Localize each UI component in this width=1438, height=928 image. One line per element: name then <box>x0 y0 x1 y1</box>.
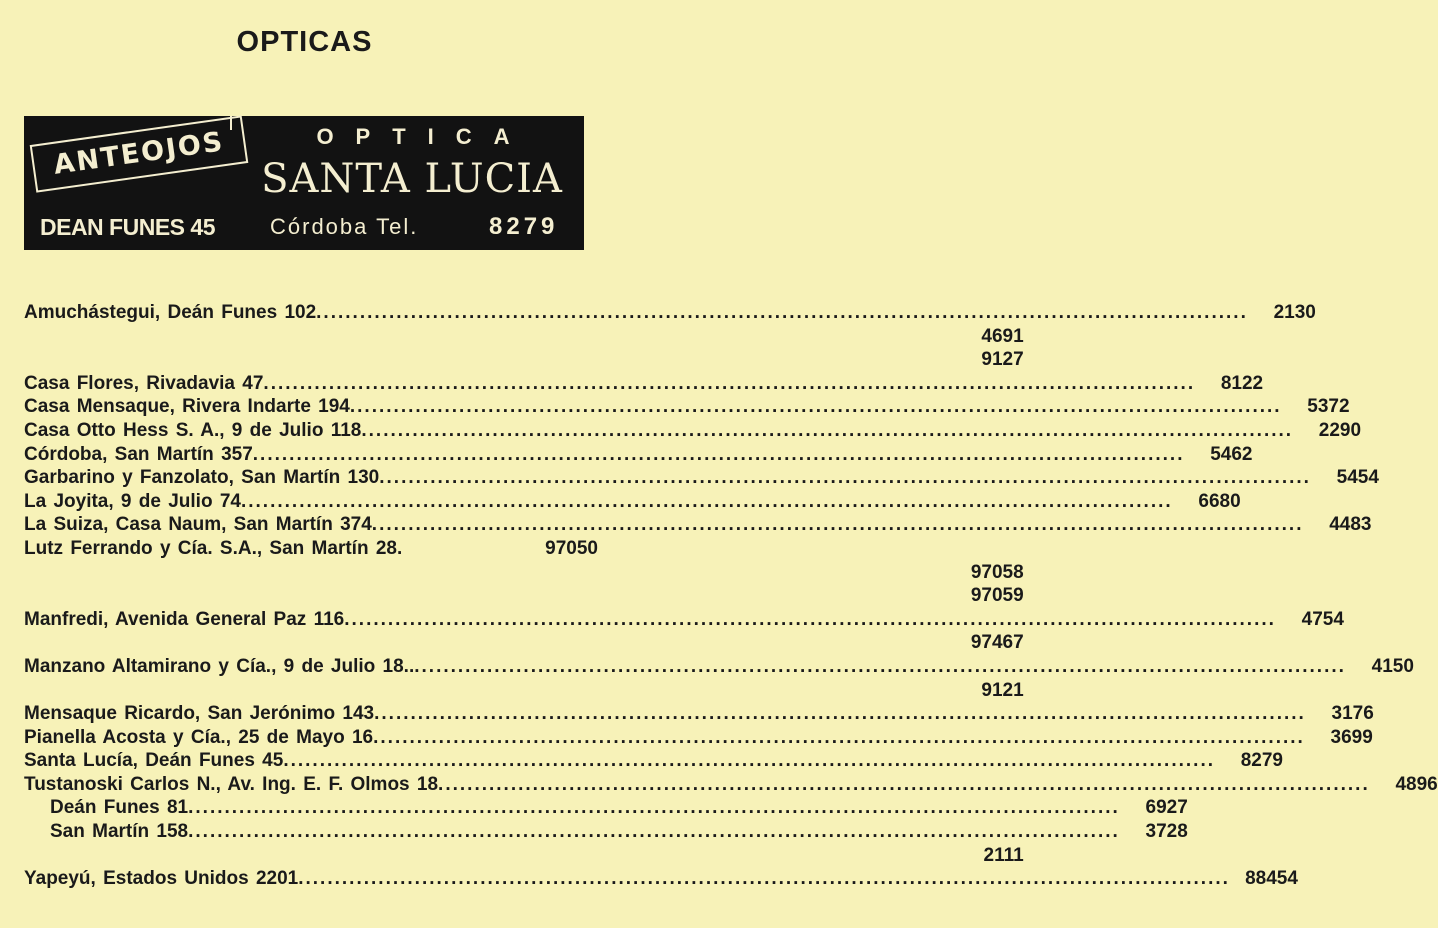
phone-number: 9121 <box>981 679 1024 701</box>
entry-name: Casa Mensaque, Rivera Indarte 194 <box>24 396 350 418</box>
dot-leader <box>253 443 1185 467</box>
dot-leader <box>344 608 1276 632</box>
phone-number: 4754 <box>1301 608 1344 630</box>
phone-number: 6927 <box>1145 797 1188 819</box>
phone-number: 5372 <box>1307 396 1350 418</box>
list-item <box>24 537 598 561</box>
list-item <box>24 702 1374 726</box>
list-item <box>24 561 1024 585</box>
entry-name: Yapeyú, Estados Unidos 2201 <box>24 868 299 890</box>
list-item <box>24 749 1283 773</box>
phone-number: 97050 <box>545 537 598 559</box>
page-heading: OPTICAS <box>236 26 373 58</box>
phone-number: 97058 <box>970 561 1024 583</box>
dot-leader <box>241 490 1173 514</box>
phone-number: 8122 <box>1220 372 1264 394</box>
phone-number: 3699 <box>1330 726 1373 748</box>
list-item <box>24 584 1024 608</box>
list-item <box>24 631 1024 655</box>
phone-number: 4691 <box>981 325 1024 347</box>
dot-leader <box>414 655 1346 679</box>
phone-number: 9127 <box>981 349 1024 371</box>
list-item <box>24 419 1362 443</box>
entry-name: Amuchástegui, Deán Funes 102 <box>24 302 317 323</box>
phone-number: 2290 <box>1318 419 1362 441</box>
list-item <box>24 443 1253 467</box>
phone-number: 3728 <box>1145 821 1188 843</box>
dot-leader <box>350 395 1282 419</box>
phone-number: 6680 <box>1198 490 1241 512</box>
entry-name: Manzano Altamirano y Cía., 9 de Julio 18.. <box>24 655 415 677</box>
list-item <box>24 395 1350 419</box>
list-item <box>24 655 1414 679</box>
entry-name: Casa Flores, Rivadavia 47 <box>24 372 264 394</box>
entry-name: Manfredi, Avenida General Paz 116 <box>24 608 345 630</box>
list-item <box>24 679 1024 703</box>
advertisement-banner <box>24 116 584 250</box>
entry-name: San Martín 158 <box>50 821 189 843</box>
entry-name: Santa Lucía, Deán Funes 45 <box>24 750 284 772</box>
entry-name: Garbarino y Fanzolato, San Martín 130 <box>24 467 380 489</box>
entry-name: Casa Otto Hess S. A., 9 de Julio 118 <box>24 419 362 441</box>
phone-number: 4483 <box>1329 514 1372 536</box>
phone-number: 3176 <box>1331 703 1374 725</box>
ad-brand-name: SANTA LUCIA <box>261 156 563 202</box>
entry-name: Tustanoski Carlos N., Av. Ing. E. F. Olmos 18 <box>24 773 439 795</box>
dot-leader <box>188 820 1120 844</box>
list-item <box>24 490 1241 514</box>
list-item <box>24 301 1316 325</box>
list-item <box>24 820 1188 844</box>
list-item <box>24 513 1372 537</box>
directory-list <box>24 301 1438 891</box>
phone-number: 5462 <box>1210 443 1253 465</box>
phone-number: 4150 <box>1371 655 1414 677</box>
dot-leader <box>438 773 1370 797</box>
dot-leader <box>283 749 1215 773</box>
list-item <box>24 844 1024 868</box>
list-item <box>24 726 1373 750</box>
entry-name: Deán Funes 81 <box>50 797 189 819</box>
ad-telephone: 8279 <box>489 213 559 240</box>
list-item <box>24 608 1344 632</box>
dot-leader <box>298 867 1230 891</box>
list-item <box>24 325 1024 349</box>
entry-name: La Joyita, 9 de Julio 74 <box>24 490 241 512</box>
dot-leader <box>188 796 1120 820</box>
dot-leader <box>374 702 1306 726</box>
list-item <box>24 867 1298 891</box>
phone-number: 2111 <box>983 844 1024 866</box>
ad-city: Córdoba Tel. <box>270 214 419 239</box>
dot-leader <box>373 726 1305 750</box>
list-item <box>24 348 1024 372</box>
entry-name: Pianella Acosta y Cía., 25 de Mayo 16 <box>24 726 374 748</box>
dot-leader <box>379 466 1311 490</box>
dot-leader <box>263 372 1195 396</box>
list-item <box>24 773 1438 797</box>
entry-name: Lutz Ferrando y Cía. S.A., San Martín 28. <box>24 537 403 559</box>
ad-optica-label: OPTICA <box>316 124 532 149</box>
phone-number: 97467 <box>970 632 1024 654</box>
phone-number: 2130 <box>1273 302 1316 323</box>
list-item <box>24 372 1264 396</box>
dot-leader <box>316 301 1248 325</box>
list-item <box>24 466 1379 490</box>
phone-number: 97059 <box>970 585 1024 607</box>
entry-name: Córdoba, San Martín 357 <box>24 443 253 465</box>
phone-number: 88454 <box>1245 868 1298 890</box>
ad-address: DEAN FUNES 45 <box>40 214 215 240</box>
anteojos-stamp: ANTEOJOS <box>30 115 249 192</box>
dot-leader <box>372 513 1304 537</box>
phone-number: 8279 <box>1240 750 1283 772</box>
dot-leader <box>361 419 1293 443</box>
phone-number: 4896 <box>1395 773 1438 795</box>
list-item <box>24 796 1188 820</box>
phone-number: 5454 <box>1336 467 1379 489</box>
entry-name: La Suiza, Casa Naum, San Martín 374 <box>24 514 372 536</box>
entry-name: Mensaque Ricardo, San Jerónimo 143 <box>24 703 375 725</box>
